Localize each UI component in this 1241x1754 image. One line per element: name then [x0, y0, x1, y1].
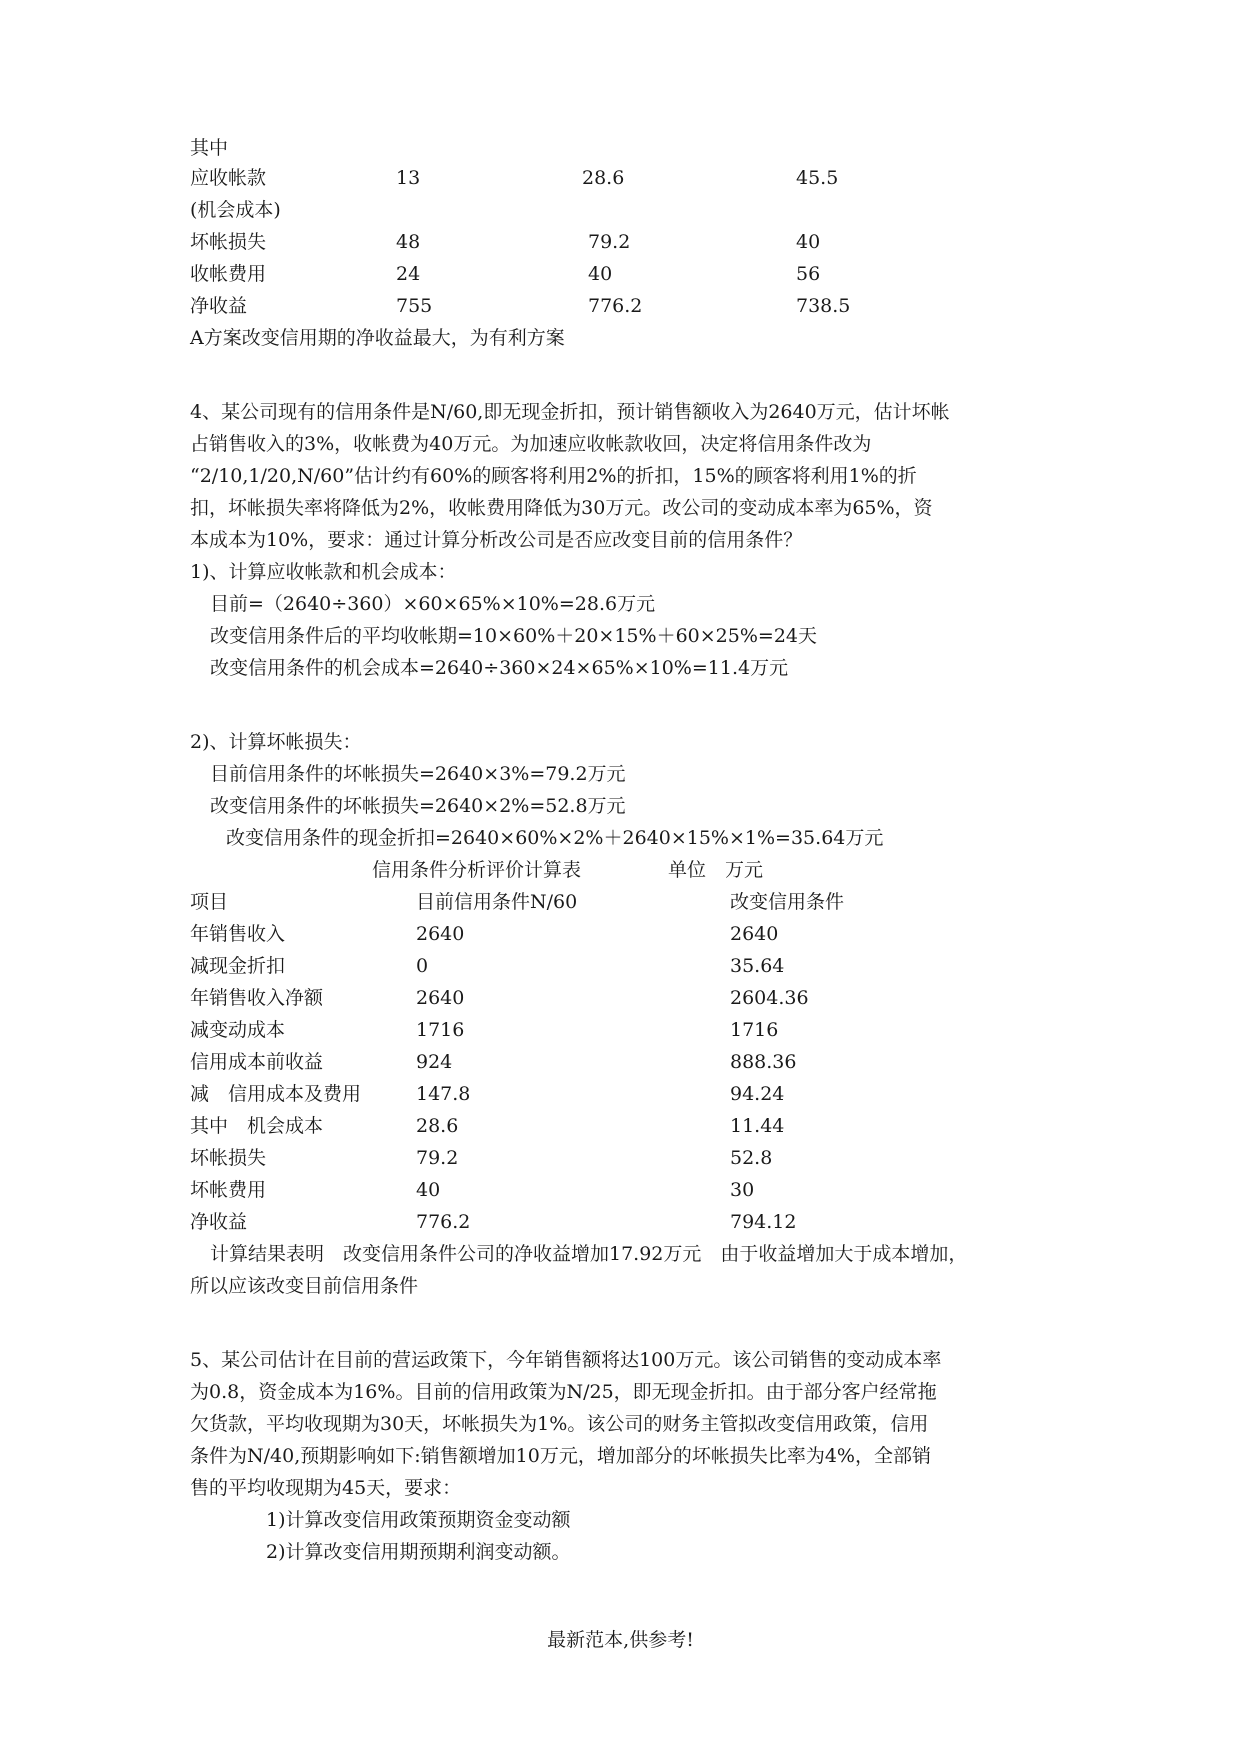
- table1-cell: 48: [396, 231, 421, 253]
- q4-problem-line: 本成本为10%，要求：通过计算分析改公司是否应改变目前的信用条件？: [190, 529, 803, 551]
- table-label: 减 信用成本及费用: [190, 1083, 362, 1105]
- table-cell: 888.36: [730, 1051, 797, 1073]
- q4-step1-line: 改变信用条件的机会成本=2640÷360×24×65%×10%=11.4万元: [210, 657, 789, 679]
- table1-cell: 40: [796, 231, 821, 253]
- table-label: 坏帐费用: [190, 1179, 267, 1201]
- table-cell: 147.8: [416, 1083, 471, 1105]
- table1-label: 应收帐款: [190, 167, 267, 189]
- q4-problem-line: 4、某公司现有的信用条件是N/60,即无现金折扣，预计销售额收入为2640万元，估计坏帐: [190, 401, 950, 423]
- table-cell: 924: [416, 1051, 453, 1073]
- table-cell: 1716: [730, 1019, 779, 1041]
- q5-problem-line: 为0.8，资金成本为16%。目前的信用政策为N/25，即无现金折扣。由于部分客户经常拖: [190, 1381, 937, 1403]
- q4-table-unit: 单位 万元: [668, 859, 764, 881]
- table-label: 减现金折扣: [190, 955, 286, 977]
- table1-cell: 45.5: [796, 167, 839, 189]
- table-label: 减变动成本: [190, 1019, 286, 1041]
- table1-cell: 738.5: [796, 295, 851, 317]
- table-cell: 2640: [416, 923, 465, 945]
- table1-cell: 79.2: [588, 231, 631, 253]
- table-cell: 794.12: [730, 1211, 797, 1233]
- table1-label: 收帐费用: [190, 263, 267, 285]
- table-cell: 11.44: [730, 1115, 785, 1137]
- table-cell: 0: [416, 955, 429, 977]
- q4-result-line: 所以应该改变目前信用条件: [190, 1275, 419, 1297]
- q4-problem-line: 扣，坏帐损失率将降低为2%，收帐费用降低为30万元。改公司的变动成本率为65%，资: [190, 497, 933, 519]
- table-label: 年销售收入净额: [190, 987, 324, 1009]
- table1-cell: 40: [588, 263, 613, 285]
- table1-label: 坏帐损失: [190, 231, 267, 253]
- q4-table-title: 信用条件分析评价计算表: [372, 859, 582, 881]
- table1-label: 其中: [190, 137, 229, 159]
- q4-step1-line: 目前=（2640÷360）×60×65%×10%=28.6万元: [210, 593, 656, 615]
- table1-cell: 28.6: [582, 167, 625, 189]
- table-label: 其中 机会成本: [190, 1115, 324, 1137]
- q4-step2-title: 2)、计算坏帐损失：: [190, 731, 362, 753]
- q4-step2-line: 改变信用条件的坏帐损失=2640×2%=52.8万元: [210, 795, 626, 817]
- q4-discount-line: 改变信用条件的现金折扣=2640×60%×2%＋2640×15%×1%=35.64万元: [226, 827, 884, 849]
- q5-requirement-1: 1)计算改变信用政策预期资金变动额: [266, 1509, 571, 1531]
- table-cell: 35.64: [730, 955, 785, 977]
- table-cell: 94.24: [730, 1083, 785, 1105]
- table-cell: 79.2: [416, 1147, 459, 1169]
- table1-cell: 24: [396, 263, 421, 285]
- q4-step1-line: 改变信用条件后的平均收帐期=10×60%＋20×15%＋60×25%=24天: [210, 625, 817, 647]
- table-label: 年销售收入: [190, 923, 286, 945]
- q4-step2-line: 目前信用条件的坏帐损失=2640×3%=79.2万元: [210, 763, 626, 785]
- table-label: 净收益: [190, 1211, 248, 1233]
- table-header-cell: 改变信用条件: [730, 891, 845, 913]
- q5-problem-line: 5、某公司估计在目前的营运政策下，今年销售额将达100万元。该公司销售的变动成本率: [190, 1349, 942, 1371]
- table-cell: 30: [730, 1179, 755, 1201]
- table-cell: 40: [416, 1179, 441, 1201]
- table1-cell: 755: [396, 295, 433, 317]
- table1-conclusion: A方案改变信用期的净收益最大，为有利方案: [190, 327, 565, 349]
- table1-cell: 56: [796, 263, 821, 285]
- table-label: 坏帐损失: [190, 1147, 267, 1169]
- table1-cell: 13: [396, 167, 421, 189]
- page-footer: 最新范本,供参考!: [547, 1629, 694, 1651]
- table-cell: 2604.36: [730, 987, 809, 1009]
- table-cell: 2640: [730, 923, 779, 945]
- table-cell: 28.6: [416, 1115, 459, 1137]
- q4-result-line: 计算结果表明 改变信用条件公司的净收益增加17.92万元 由于收益增加大于成本增加，: [210, 1243, 968, 1265]
- table-cell: 2640: [416, 987, 465, 1009]
- table-label: 信用成本前收益: [190, 1051, 324, 1073]
- q5-problem-line: 条件为N/40,预期影响如下:销售额增加10万元，增加部分的坏帐损失比率为4%，全部销: [190, 1445, 931, 1467]
- table-cell: 776.2: [416, 1211, 471, 1233]
- table1-label: (机会成本): [190, 199, 281, 221]
- q5-requirement-2: 2)计算改变信用期预期利润变动额。: [266, 1541, 571, 1563]
- table-header-cell: 项目: [190, 891, 229, 913]
- q5-problem-line: 售的平均收现期为45天，要求：: [190, 1477, 462, 1499]
- q4-step1-title: 1)、计算应收帐款和机会成本：: [190, 561, 457, 583]
- table1-label: 净收益: [190, 295, 248, 317]
- table-cell: 1716: [416, 1019, 465, 1041]
- table-header-cell: 目前信用条件N/60: [416, 891, 578, 913]
- q4-problem-line: 占销售收入的3%，收帐费为40万元。为加速应收帐款收回，决定将信用条件改为: [190, 433, 872, 455]
- table-cell: 52.8: [730, 1147, 773, 1169]
- q5-problem-line: 欠货款，平均收现期为30天，坏帐损失为1%。该公司的财务主管拟改变信用政策，信用: [190, 1413, 929, 1435]
- table1-cell: 776.2: [588, 295, 643, 317]
- q4-problem-line: “2/10,1/20,N/60”估计约有60%的顾客将利用2%的折扣，15%的顾客将利用1%的折: [190, 465, 917, 487]
